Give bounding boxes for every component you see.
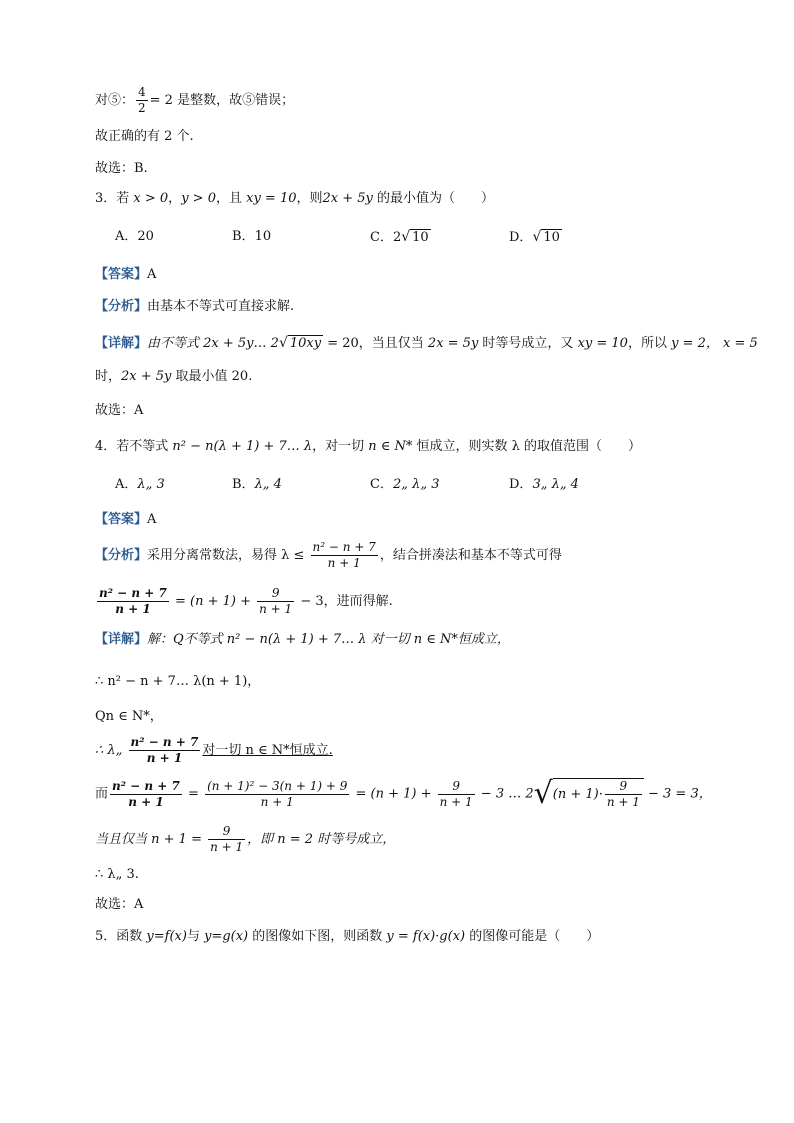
fraction: $\frac{9}{n + 1}$ bbox=[259, 586, 293, 616]
question-4-stem: 4．若不等式 n² − n(λ + 1) + 7… λ，对一切 n ∈ N* 恒成立，则实数 λ 的取值范围（ ） bbox=[95, 439, 642, 454]
q4-option-d: D．3„ λ„ 4 bbox=[509, 477, 579, 492]
text: = 2 是整数，故⑤错误； bbox=[149, 93, 295, 108]
q3-detail-line2: 时，2x + 5y 取最小值 20. bbox=[95, 369, 253, 384]
text: 对⑤： bbox=[95, 93, 135, 108]
fraction: $\frac{4}{2}$ bbox=[138, 85, 146, 115]
q3-option-c: C．2√ 10 bbox=[370, 229, 429, 245]
fraction: $\frac{9}{n + 1}$ bbox=[439, 778, 473, 809]
q4-detail-line2: ∴ n² − n + 7… λ(n + 1)， bbox=[95, 674, 261, 689]
q3-choose: 故选：A bbox=[95, 403, 144, 418]
q3-option-a: A．20 bbox=[115, 229, 154, 244]
q3-answer: 【答案】A bbox=[95, 267, 157, 282]
question-3-stem: 3．若 x > 0，y > 0，且 xy = 10，则2x + 5y 的最小值为（ ） bbox=[95, 191, 495, 206]
q3-option-d: D．√ 10 bbox=[509, 229, 560, 245]
fraction: $\frac{\text{n² − n + 7}}{n + 1}$ bbox=[99, 586, 167, 616]
q4-detail-line6: 当且仅当 n + 1 = $\frac{9}{n + 1}$ ，即 n = 2 时等号成立， bbox=[95, 824, 396, 854]
q3-detail-line1: 【详解】由不等式 2x + 5y… 2√ 10xy = 20，当且仅当 2x = 5y 时等号成立，又 xy = 10，所以 y = 2， x = 5 bbox=[95, 335, 758, 351]
q4-option-b: B．λ„ 4 bbox=[232, 477, 282, 492]
q3-analysis: 【分析】由基本不等式可直接求解. bbox=[95, 299, 295, 314]
fraction: $\frac{\text{n² − n + 7}}{n + 1}$ bbox=[130, 735, 199, 765]
question-5-stem: 5．函数 y=f(x)与 y=g(x) 的图像如下图，则函数 y = f(x)·g(x) 的图像可能是（ ） bbox=[95, 929, 600, 944]
sqrt: √(n + 1)· $\frac{9}{n + 1}$ bbox=[534, 778, 644, 810]
q4-detail-line3: Qn ∈ N*， bbox=[95, 709, 163, 724]
q4-choose: 故选：A bbox=[95, 897, 144, 912]
fraction: $\frac{\text{n² − n + 7}}{n + 1}$ bbox=[112, 778, 180, 809]
q4-detail-line4: ∴ λ„ $\frac{\text{n² − n + 7}}{n + 1}$ 对一切 n ∈ N*恒成立. bbox=[95, 735, 333, 765]
q3-option-b: B．10 bbox=[232, 229, 272, 244]
q4-detail-line1: 【详解】解：Q不等式 n² − n(λ + 1) + 7… λ 对一切 n ∈ N*恒成立， bbox=[95, 632, 510, 647]
q4-analysis-line1: 【分析】采用分离常数法，易得 λ ≤ $\frac{\text{n² − n + 7}}{n + 1}$ ，结合拼凑法和基本不等式可得 bbox=[95, 540, 562, 570]
q4-answer: 【答案】A bbox=[95, 512, 157, 527]
q4-analysis-line2: $\frac{\text{n² − n + 7}}{n + 1}$ = (n + 1) + $\frac{9}{n + 1}$ − 3，进而得解. bbox=[99, 586, 393, 616]
q4-option-c: C．2„ λ„ 3 bbox=[370, 477, 440, 492]
line-p3: 故选：B. bbox=[95, 161, 148, 176]
q4-detail-line5: 而 $\frac{\text{n² − n + 7}}{n + 1}$ = $\frac{\text{(n + 1)² − 3(n + 1) + 9}}{n + 1}$ = (n + 1) + $\frac{9}{n + 1}$ − 3 … 2√(n + 1)· $\frac{9}{n + 1}$ − 3 = 3， bbox=[95, 776, 712, 811]
fraction: $\frac{\text{n² − n + 7}}{n + 1}$ bbox=[312, 540, 376, 570]
line-p1 bbox=[95, 85, 294, 116]
q4-option-a: A．λ„ 3 bbox=[115, 477, 165, 492]
fraction: $\frac{9}{n + 1}$ bbox=[210, 824, 244, 854]
q4-detail-line7: ∴ λ„ 3. bbox=[95, 867, 139, 882]
fraction: $\frac{\text{(n + 1)² − 3(n + 1) + 9}}{n + 1}$ bbox=[207, 778, 348, 809]
line-p2: 故正确的有 2 个. bbox=[95, 129, 194, 144]
